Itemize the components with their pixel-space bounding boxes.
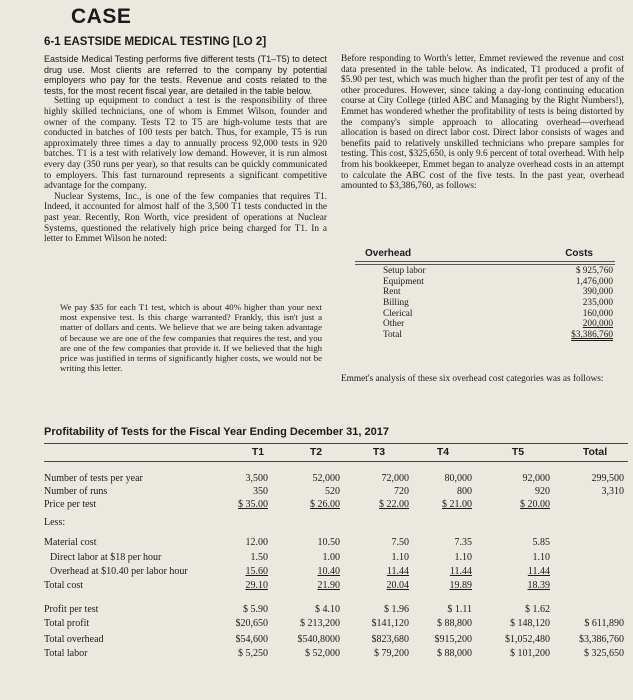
cell: 52,000	[312, 473, 340, 484]
cell: 10.50	[317, 537, 340, 548]
cell: $ 4.10	[315, 604, 340, 615]
cell: $ 325,650	[584, 648, 624, 659]
profitability-title: Profitability of Tests for the Fiscal Year Ending December 31, 2017	[44, 426, 389, 438]
cell: 299,500	[591, 473, 624, 484]
cell: $ 88,800	[437, 618, 472, 629]
column-header-total: Total	[582, 446, 608, 458]
cell: 15.60	[245, 566, 268, 577]
cell: 3,310	[601, 486, 624, 497]
divider	[44, 461, 628, 462]
column-header-t3: T3	[372, 446, 386, 458]
cell: 5.85	[532, 537, 550, 548]
overhead-row: Rent 390,000	[383, 287, 613, 298]
cell: 80,000	[444, 473, 472, 484]
cell: 7.50	[391, 537, 409, 548]
cell: $ 88,000	[437, 648, 472, 659]
cell: 19.89	[449, 580, 472, 591]
cell: 11.44	[527, 566, 550, 577]
cell: 800	[457, 486, 472, 497]
analysis-text: Emmet's analysis of these six overhead cost categories was as follows:	[341, 374, 604, 384]
row-label-total-labor: Total labor	[44, 648, 88, 659]
overhead-table-header	[355, 248, 615, 259]
cell: 12.00	[245, 537, 268, 548]
cell: $ 21.00	[442, 499, 472, 510]
cell: $ 79,200	[374, 648, 409, 659]
cell: 92,000	[522, 473, 550, 484]
cell: $141,120	[371, 618, 409, 629]
setup-paragraph: Setting up equipment to conduct a test is the responsibility of three highly skilled technicians, one of whom is Emmet Wilson, founder and owner of the company. Tests T2 to T5 are high-volume tests that are conducted in batches of 100 tests per batch. Thus, for example, T5 is run approximately three times a day to annually process 92,000 tests in 920 batches. T1 is a test with relatively low demand. However, it is run almost every day (350 runs per year), so that results can be quickly communicated to employers. This fast turnaround represents a significant competitive advantage for the company.	[44, 96, 327, 192]
right-column	[341, 54, 624, 192]
overhead-row: Billing 235,000	[383, 298, 613, 309]
cell: 520	[325, 486, 340, 497]
case-label: CASE	[71, 5, 132, 28]
row-label-overhead: Overhead at $10.40 per labor hour	[50, 566, 188, 577]
overhead-row: Setup labor $ 925,760	[383, 266, 613, 276]
divider	[355, 261, 615, 263]
cell: 1.00	[322, 552, 340, 563]
divider	[355, 264, 615, 266]
row-label-total-cost: Total cost	[44, 580, 84, 591]
intro-paragraph: Eastside Medical Testing performs five different tests (T1–T5) to detect drug use. Most clients are referred to the company by potential employers who pay for the tests. Revenue and costs related to the tests, for the most recent fiscal year, are detailed in the table below.	[44, 54, 327, 96]
divider	[44, 443, 628, 444]
row-label-total-overhead: Total overhead	[44, 634, 104, 645]
left-column	[44, 54, 327, 245]
cell: $ 1.11	[447, 604, 472, 615]
row-label-tests: Number of tests per year	[44, 473, 143, 484]
column-header-t1: T1	[251, 446, 265, 458]
overhead-row: Other 200,000	[383, 319, 613, 330]
column-header-t5: T5	[511, 446, 525, 458]
cell: $ 148,120	[510, 618, 550, 629]
cell: $ 213,200	[300, 618, 340, 629]
overhead-total-row: Total $3,386,760	[383, 330, 613, 341]
cell: 1.10	[391, 552, 409, 563]
row-label-less: Less:	[44, 517, 66, 528]
cell: $ 611,890	[584, 618, 624, 629]
row-label-labor: Direct labor at $18 per hour	[50, 552, 162, 563]
cell: $20,650	[235, 618, 268, 629]
letter-quote: We pay $35 for each T1 test, which is about 40% higher than your next most expensive test. Is this charge warranted? Frankly, this isn't just a matter of dollars and cents. We believe that we are being taken advantage of because we are one of the few companies that requires the test, and you are one of the few companies that provide it. If we believed that the high price was justified in terms of significantly higher costs, we would not be writing this letter.	[60, 302, 322, 374]
row-label-profit: Profit per test	[44, 604, 99, 615]
overhead-table	[355, 248, 615, 341]
cell: $ 20.00	[520, 499, 550, 510]
cell: $ 101,200	[510, 648, 550, 659]
cell: $915,200	[434, 634, 472, 645]
row-label-price: Price per test	[44, 499, 97, 510]
cell: 18.39	[527, 580, 550, 591]
cell: 10.40	[317, 566, 340, 577]
cell: $3,386,760	[579, 634, 624, 645]
row-label-total-profit: Total profit	[44, 618, 90, 629]
overhead-row: Equipment 1,476,000	[383, 276, 613, 287]
cell: 72,000	[381, 473, 409, 484]
cell: 1.50	[250, 552, 268, 563]
cell: 21.90	[317, 580, 340, 591]
cell: $ 26.00	[310, 499, 340, 510]
cell: $ 35.00	[238, 499, 268, 510]
column-header-t4: T4	[436, 446, 450, 458]
row-label-runs: Number of runs	[44, 486, 108, 497]
cell: $540,8000	[297, 634, 340, 645]
cell: 920	[535, 486, 550, 497]
cell: 7.35	[454, 537, 472, 548]
cell: $823,680	[371, 634, 409, 645]
cell: $ 1.96	[384, 604, 409, 615]
row-label-material: Material cost	[44, 537, 97, 548]
cell: $54,600	[235, 634, 268, 645]
cell: $1,052,480	[505, 634, 550, 645]
cell: $ 22.00	[379, 499, 409, 510]
cell: 720	[394, 486, 409, 497]
cell: $ 5,250	[238, 648, 268, 659]
cell: 1.10	[454, 552, 472, 563]
cell: 20.04	[386, 580, 409, 591]
nuclear-paragraph: Nuclear Systems, Inc., is one of the few companies that requires T1. Indeed, it accounted for almost half of the 3,500 T1 tests conducted in the past year. Recently, Ron Worth, vice president of operations at Nuclear Systems, questioned the relatively high price being charged for T1. In a letter to Emmet Wilson he noted:	[44, 191, 327, 245]
cell: 350	[253, 486, 268, 497]
overhead-row: Clerical 160,000	[383, 308, 613, 319]
cell: 1.10	[532, 552, 550, 563]
column-header-t2: T2	[309, 446, 323, 458]
cell: 3,500	[245, 473, 268, 484]
review-paragraph: Before responding to Worth's letter, Emmet reviewed the revenue and cost data presented in the table below. As indicated, T1 produced a profit of $5.90 per test, which was much higher than the profit per test of any of the other procedures. However, since taking a day-long continuing education course at City College (titled ABC and Managing by the Right Numbers!), Emmet has wondered whether the profitability of tests is being distorted by the company's simple approach to allocating overhead—overhead allocation is based on direct labor cost. Direct labor consists of wages and benefits paid to relatively unskilled technicians who prepare samples for testing. This cost, $325,650, is only 9.6 percent of total overhead. With help from his bookkeeper, Emmet began to analyze overhead costs in an attempt to calculate the ABC cost of the five tests. In the past year, overhead amounted to $3,386,760, as follows:	[341, 54, 624, 192]
cell: $ 5.90	[243, 604, 268, 615]
case-title: 6-1 EASTSIDE MEDICAL TESTING [LO 2]	[44, 36, 267, 48]
cell: 29.10	[245, 580, 268, 591]
cell: $ 1.62	[525, 604, 550, 615]
cell: 11.44	[386, 566, 409, 577]
costs-header: Costs	[565, 248, 593, 259]
overhead-header: Overhead	[365, 248, 412, 259]
cell: 11.44	[449, 566, 472, 577]
cell: $ 52,000	[305, 648, 340, 659]
